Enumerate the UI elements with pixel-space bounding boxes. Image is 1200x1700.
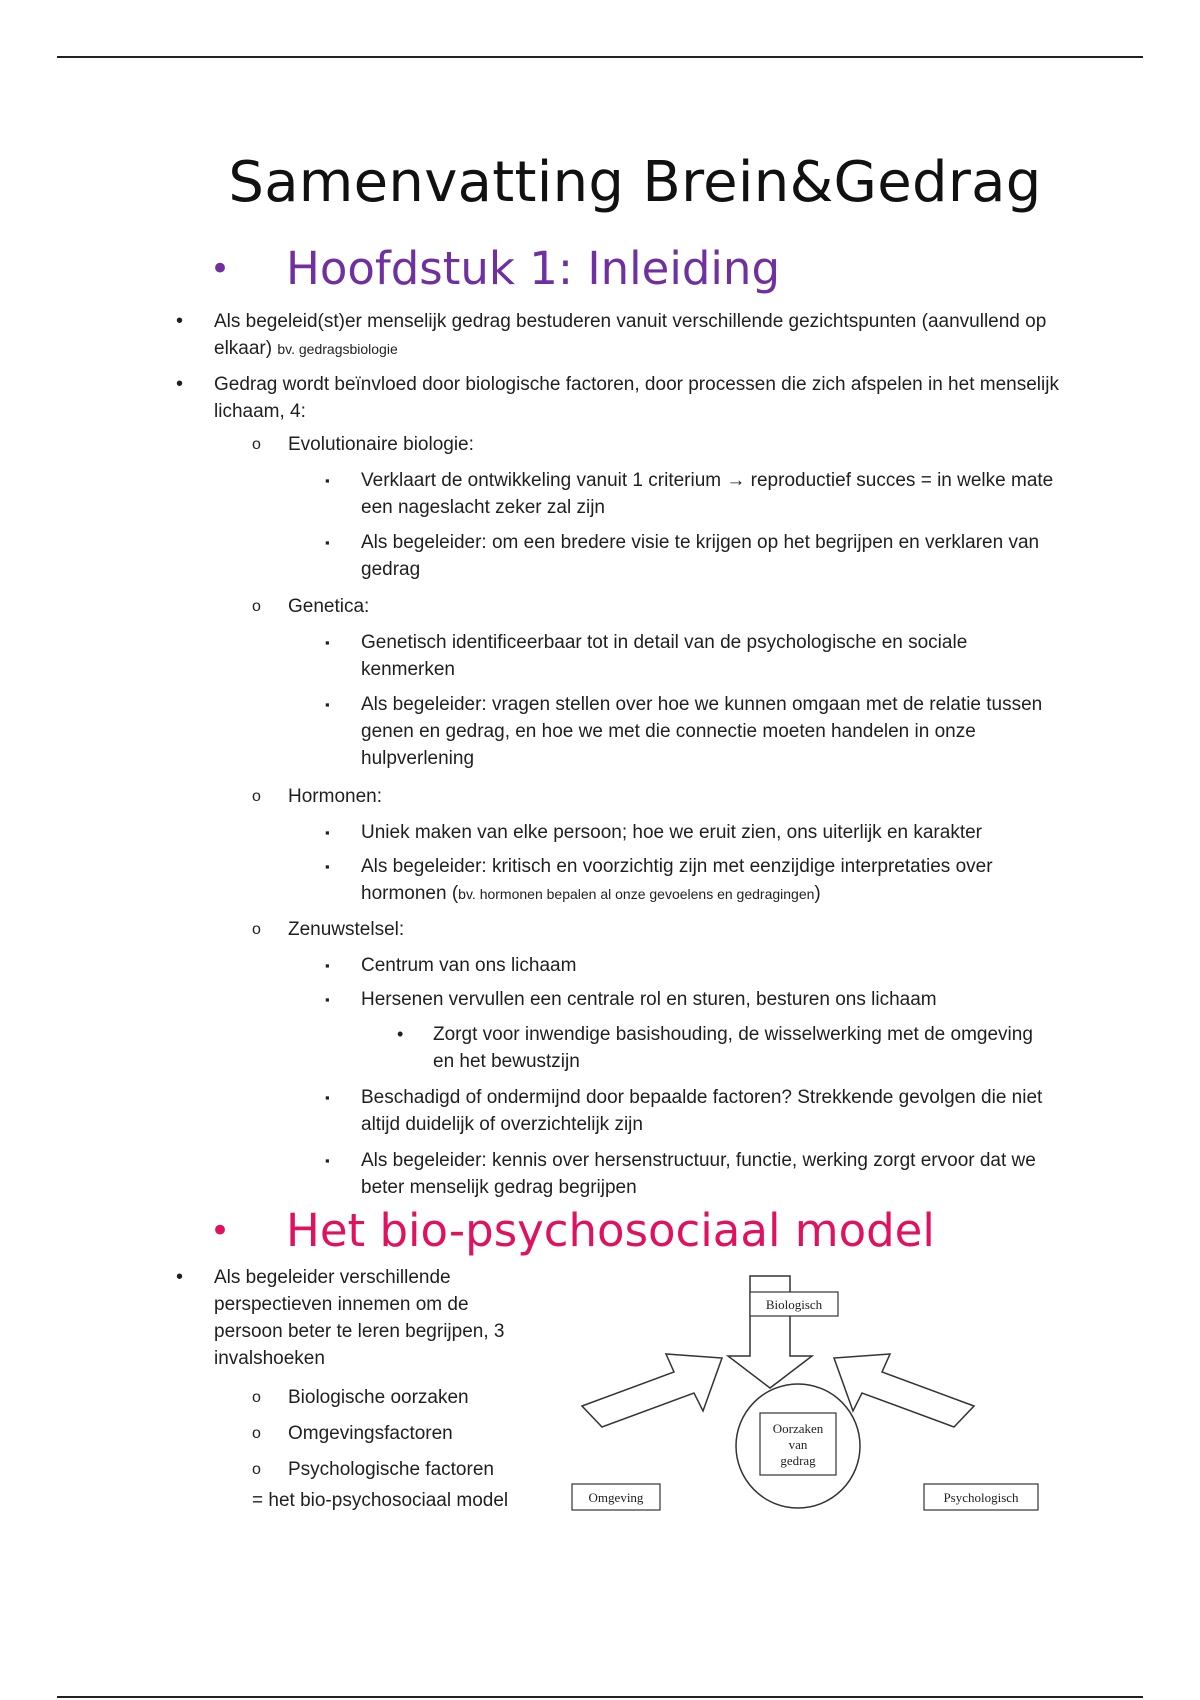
- bullet-icon: •: [176, 310, 184, 332]
- list-item: [252, 593, 1048, 620]
- label-center-3: gedrag: [780, 1453, 816, 1468]
- model-conclusion: = het bio-psychosociaal model: [252, 1490, 509, 1511]
- item-text: Uniek maken van elke persoon; hoe we eruit zien, ons uiterlijk en karakter: [361, 822, 982, 843]
- square-bullet-icon: ▪: [325, 859, 330, 874]
- list-item: [397, 1021, 1053, 1075]
- list-item: [176, 1264, 524, 1372]
- square-bullet-icon: ▪: [325, 473, 330, 488]
- item-note: bv. gedragsbiologie: [277, 341, 398, 357]
- item-text: Omgevingsfactoren: [288, 1423, 453, 1444]
- item-text: Hormonen:: [288, 786, 382, 807]
- item-text: Zenuwstelsel:: [288, 919, 405, 940]
- square-bullet-icon: ▪: [325, 535, 330, 550]
- bullet-icon: •: [176, 1266, 184, 1288]
- item-text-close: ): [814, 883, 821, 904]
- circle-bullet-icon: o: [252, 598, 261, 615]
- circle-bullet-icon: o: [252, 788, 261, 805]
- item-text: Als begeleider: kennis over hersenstructuur, functie, werking zorgt ervoor dat we beter menselijk gedrag begrijpen: [361, 1150, 1036, 1198]
- circle-bullet-icon: o: [252, 436, 261, 453]
- bottom-rule: [57, 1696, 1143, 1698]
- heading-bullet: •: [210, 249, 231, 289]
- square-bullet-icon: ▪: [325, 825, 330, 840]
- square-bullet-icon: ▪: [325, 697, 330, 712]
- list-item: [176, 308, 1064, 363]
- item-text: Evolutionaire biologie:: [288, 434, 474, 455]
- page-title: Samenvatting Brein&Gedrag: [228, 150, 1042, 215]
- list-item: [325, 819, 1061, 846]
- item-text: Psychologische factoren: [288, 1459, 494, 1480]
- item-text: Als begeleider verschillende perspectieven innemen om de persoon beter te leren begrijpen, 3 invalshoeken: [214, 1267, 505, 1369]
- label-omgeving: Omgeving: [588, 1490, 644, 1505]
- list-item: [325, 1147, 1061, 1201]
- bullet-icon: •: [176, 373, 184, 395]
- list-item: [325, 952, 1061, 979]
- square-bullet-icon: ▪: [325, 958, 330, 973]
- circle-bullet-icon: o: [252, 921, 261, 938]
- list-item: [325, 629, 1061, 683]
- list-item: [252, 431, 1048, 458]
- item-text: Biologische oorzaken: [288, 1387, 469, 1408]
- item-text: Verklaart de ontwikkeling vanuit 1 criterium → reproductief succes = in welke mate een nageslacht zeker zal zijn: [361, 470, 1054, 518]
- list-item: [176, 371, 1064, 425]
- bio-psychosocial-diagram: [560, 1268, 1050, 1518]
- circle-bullet-icon: o: [252, 1461, 261, 1478]
- item-text: Gedrag wordt beïnvloed door biologische factoren, door processen die zich afspelen in het menselijk lichaam, 4:: [214, 374, 1059, 422]
- item-text: Centrum van ons lichaam: [361, 955, 577, 976]
- arrow-left-icon: [834, 1354, 974, 1427]
- item-note: bv. hormonen bepalen al onze gevoelens en gedragingen: [458, 886, 815, 902]
- square-bullet-icon: ▪: [325, 635, 330, 650]
- bullet-icon: •: [397, 1024, 404, 1044]
- item-text: Als begeleider: om een bredere visie te krijgen op het begrijpen en verklaren van gedrag: [361, 532, 1040, 580]
- heading-text: Hoofdstuk 1: Inleiding: [286, 242, 781, 295]
- item-text: Genetisch identificeerbaar tot in detail van de psychologische en sociale kenmerken: [361, 632, 968, 680]
- item-text: Als begeleid(st)er menselijk gedrag bestuderen vanuit verschillende gezichtspunten (aanvullend op elkaar): [214, 311, 1047, 359]
- label-center-2: van: [788, 1437, 808, 1452]
- item-text: Zorgt voor inwendige basishouding, de wisselwerking met de omgeving en het bewustzijn: [433, 1024, 1033, 1072]
- square-bullet-icon: ▪: [325, 1090, 330, 1105]
- label-biologisch: Biologisch: [765, 1297, 823, 1312]
- list-item: [325, 691, 1061, 772]
- list-item: [325, 853, 1061, 908]
- label-psychologisch: Psychologisch: [943, 1490, 1019, 1505]
- item-text: Als begeleider: vragen stellen over hoe we kunnen omgaan met de relatie tussen genen en gedrag, en hoe we met die connectie moeten handelen in onze hulpverlening: [361, 694, 1043, 769]
- item-text: Genetica:: [288, 596, 370, 617]
- heading-bullet: •: [210, 1211, 231, 1251]
- list-item: [252, 783, 1048, 810]
- item-text: Beschadigd of ondermijnd door bepaalde factoren? Strekkende gevolgen die niet altijd duidelijk of overzichtelijk zijn: [361, 1087, 1043, 1135]
- circle-bullet-icon: o: [252, 1389, 261, 1406]
- list-item: [325, 467, 1061, 521]
- item-text: Hersenen vervullen een centrale rol en sturen, besturen ons lichaam: [361, 989, 937, 1010]
- arrow-right-icon: [582, 1354, 722, 1427]
- label-center-1: Oorzaken: [772, 1421, 824, 1436]
- square-bullet-icon: ▪: [325, 992, 330, 1007]
- list-item: [325, 986, 1061, 1013]
- list-item: [252, 916, 1048, 943]
- circle-bullet-icon: o: [252, 1425, 261, 1442]
- list-item: [325, 1084, 1061, 1138]
- heading-text: Het bio-psychosociaal model: [286, 1204, 935, 1257]
- item-text: Als begeleider: kritisch en voorzichtig zijn met eenzijdige interpretaties over hormonen (: [361, 856, 993, 904]
- square-bullet-icon: ▪: [325, 1153, 330, 1168]
- top-rule: [57, 56, 1143, 58]
- list-item: [325, 529, 1061, 583]
